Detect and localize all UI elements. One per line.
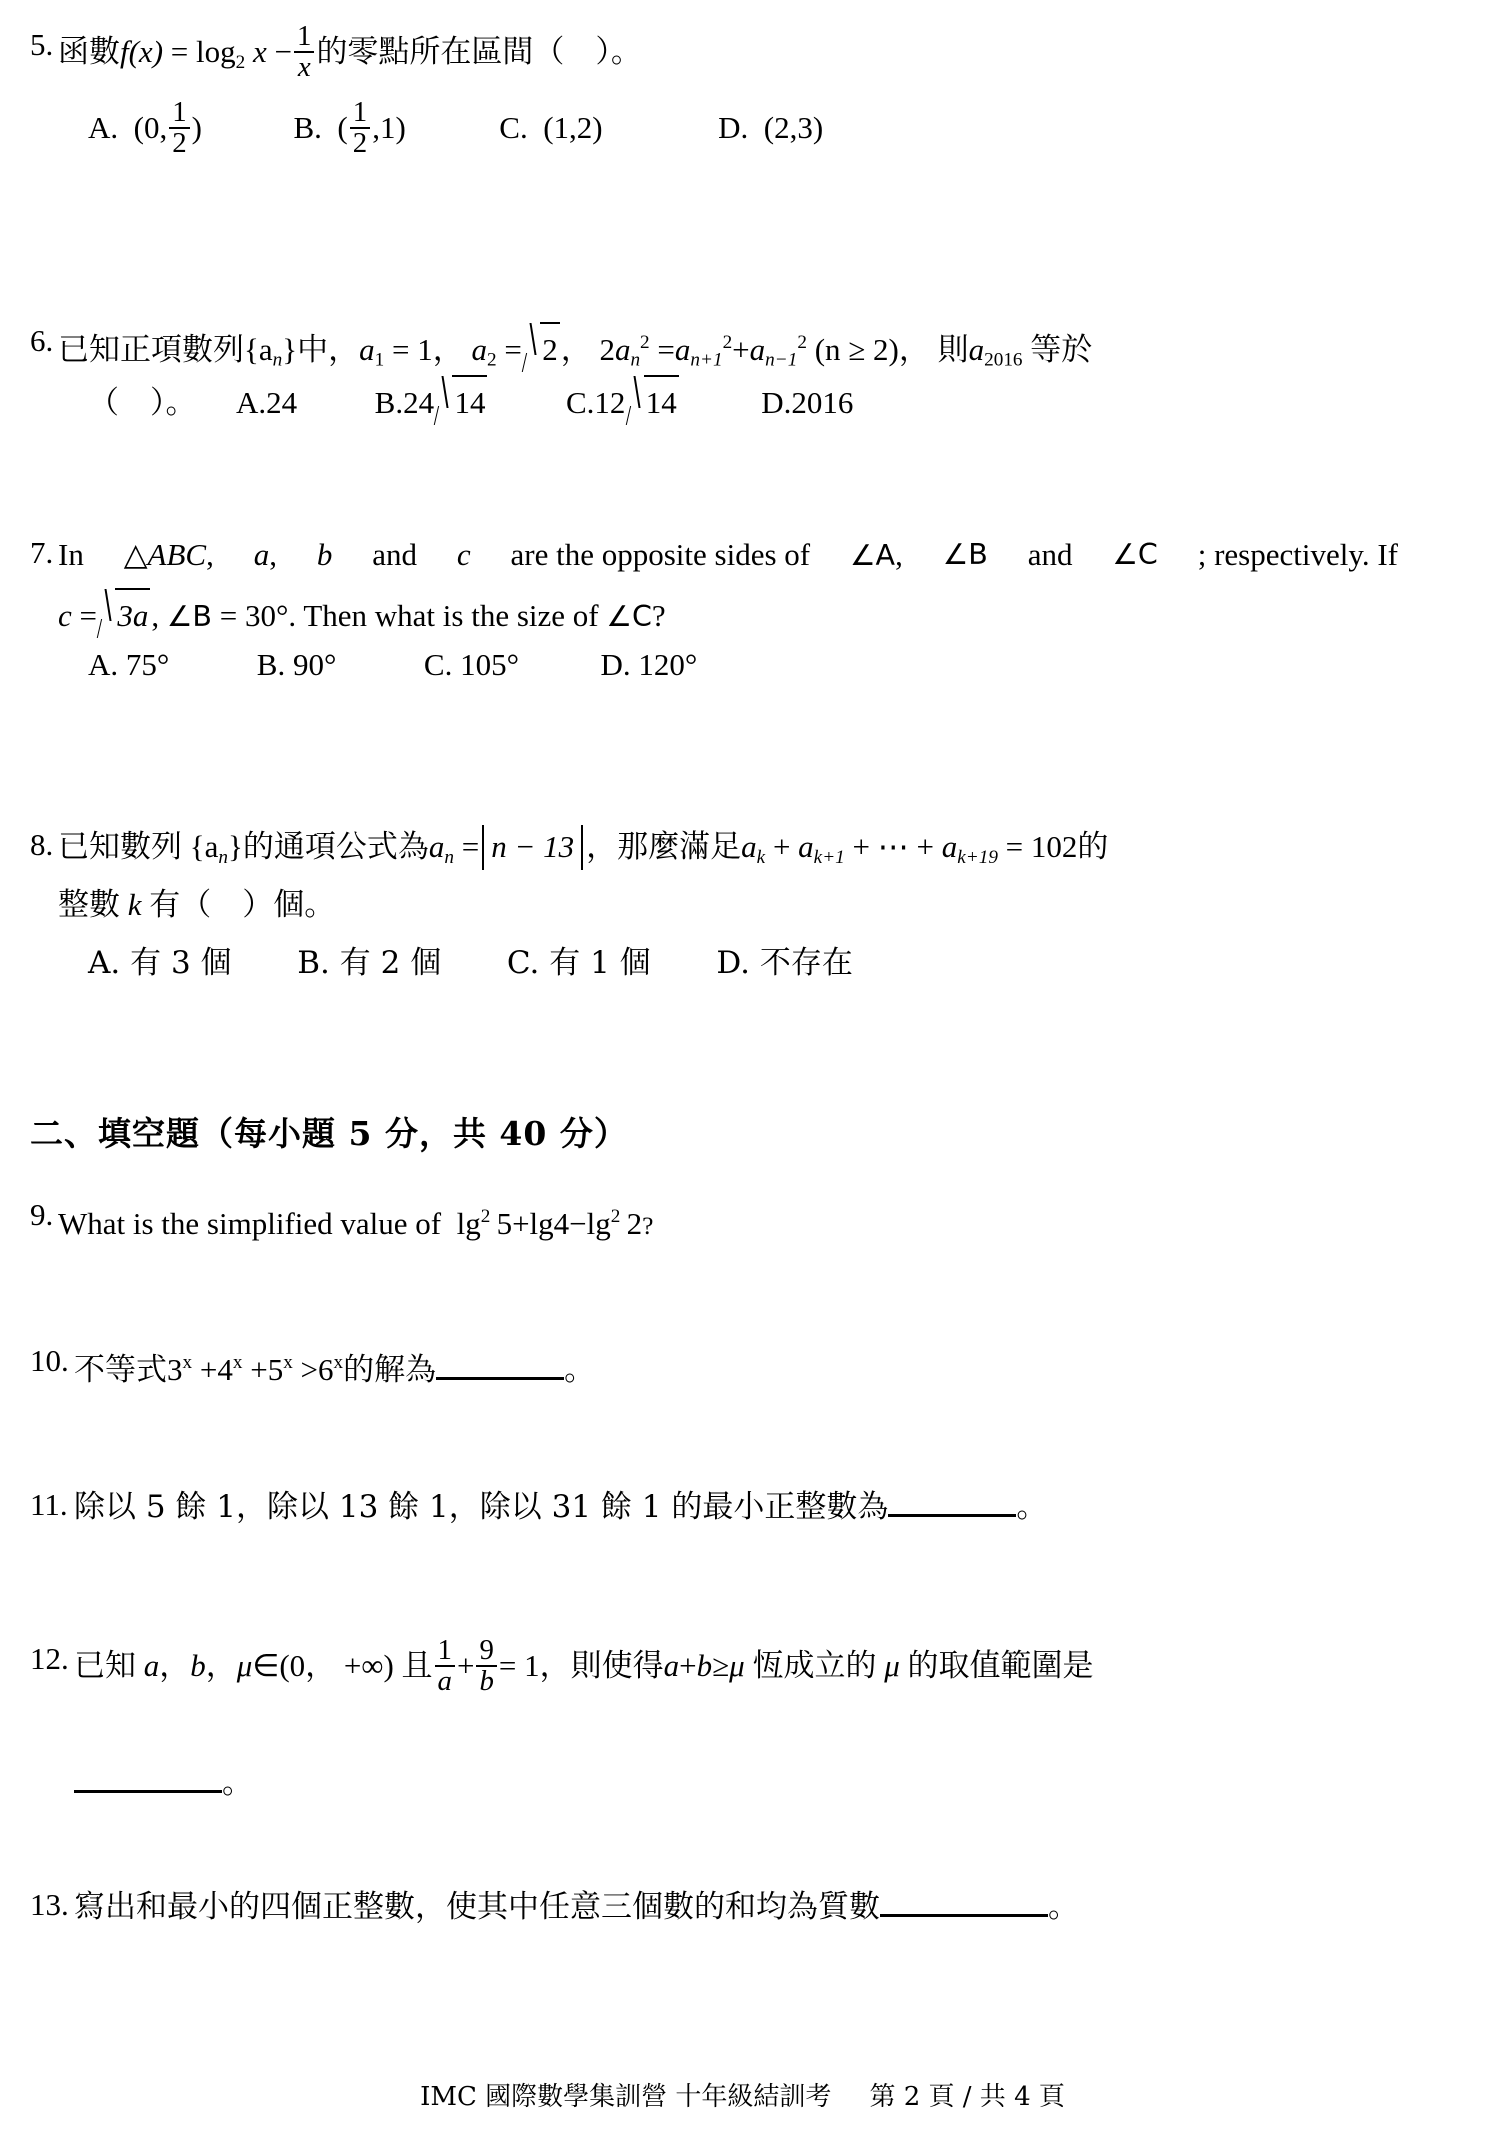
q5-option-d-letter: D. xyxy=(718,110,749,146)
q5-frac-denominator: x xyxy=(294,51,314,82)
q12-var-b: b xyxy=(190,1648,206,1684)
q10-base-4: 4 xyxy=(217,1351,233,1387)
q6-seq-close: } xyxy=(282,331,298,367)
q6-option-c-radicand: 14 xyxy=(644,375,679,428)
q5-frac-numerator: 1 xyxy=(297,20,312,52)
q8-sum-term-2: a xyxy=(798,829,814,864)
q13-answer-blank[interactable] xyxy=(880,1914,1048,1917)
q7-c-value: c xyxy=(58,598,72,633)
q9-lg-1: lg xyxy=(456,1205,481,1241)
q12-lead: 已知 xyxy=(74,1648,136,1685)
question-6-number: 6. xyxy=(30,323,54,358)
question-10-number: 10. xyxy=(30,1343,69,1378)
q7-c-equals: = xyxy=(79,598,97,633)
q12-fraction-1 xyxy=(435,1636,455,1697)
question-11-text xyxy=(74,1482,1047,1532)
q6-a2: a xyxy=(471,331,487,367)
question-5-options xyxy=(88,98,823,159)
q6-rec-r1-sup: 2 xyxy=(722,332,733,353)
q6-sqrt-2-radicand: 2 xyxy=(540,322,560,375)
q7-degree-30: 30°. xyxy=(244,598,297,633)
q6-rec-sup: 2 xyxy=(640,332,650,353)
q5-option-b-pre: ( xyxy=(337,110,348,146)
q12-frac-2-num: 9 xyxy=(479,1634,494,1666)
q6-rec-r1-sub: n+1 xyxy=(690,349,723,371)
q5-option-d[interactable] xyxy=(718,103,823,153)
q11-period: 。 xyxy=(1016,1489,1048,1525)
q6-option-a-letter: A. xyxy=(236,385,267,420)
q6-seq-sub: n xyxy=(272,349,283,371)
question-12-line-1 xyxy=(74,1636,1094,1697)
q5-option-c-text: (1,2) xyxy=(543,110,603,146)
q10-base-3: 3 xyxy=(167,1351,183,1387)
q7-angle-b-2: ∠B xyxy=(166,600,212,633)
q8-sum-term-1-sub: k xyxy=(756,846,766,868)
q9-lg-1-sup: 2 xyxy=(480,1206,491,1227)
q5-lead: 函數 xyxy=(58,34,120,71)
q8-plus-1: + xyxy=(772,829,791,864)
q10-plus-2: + xyxy=(250,1351,268,1387)
q5-option-b[interactable] xyxy=(293,98,405,159)
q5-option-b-den: 2 xyxy=(350,127,370,158)
q8-sum-value: = 102 xyxy=(1005,829,1078,864)
q9-lg-3-sup: 2 xyxy=(610,1206,621,1227)
q7-option-d[interactable] xyxy=(600,640,697,690)
q8-option-b[interactable] xyxy=(297,938,441,988)
question-7-line-1: In △ABC, a, b and c are the opposite sides of ∠A, ∠B and ∠C ; respectively. If xyxy=(58,530,1398,581)
q12-var-mu: μ xyxy=(236,1648,253,1684)
question-7-number: 7. xyxy=(30,535,54,570)
q12-frac-1-den: a xyxy=(435,1665,455,1696)
q10-plus-1: + xyxy=(199,1351,218,1387)
q7-side-b: b xyxy=(316,537,333,572)
q10-base-6: 6 xyxy=(318,1351,334,1387)
q12-frac-1-num: 1 xyxy=(437,1634,452,1666)
q8-option-a-letter: A. xyxy=(88,945,121,981)
q12-sep-1: ， xyxy=(159,1648,191,1685)
q8-seq-open: {a xyxy=(189,829,219,864)
q7-angle-c: ∠C xyxy=(1112,538,1158,571)
question-12-line-2-wrap xyxy=(0,1758,253,1808)
q11-statement: 除以 5 餘 1，除以 13 餘 1，除以 31 餘 1 的最小正整數為 xyxy=(74,1489,889,1525)
q8-variable-k: k xyxy=(127,887,142,922)
question-11-number: 11. xyxy=(30,1487,68,1522)
q5-log: log xyxy=(196,34,236,70)
q6-target: a xyxy=(968,331,985,367)
q7-line1-tail: ; respectively. If xyxy=(1197,537,1398,572)
q9-plus: + xyxy=(512,1205,530,1241)
question-10 xyxy=(0,1338,595,1395)
q6-a2-sub: 2 xyxy=(486,349,497,371)
question-13 xyxy=(0,1882,1079,1932)
q7-option-d-text: 120° xyxy=(638,647,698,682)
q7-option-b[interactable] xyxy=(257,640,337,690)
footer-exam-title: IMC 國際數學集訓營 十年級結訓考 xyxy=(420,2082,832,2112)
q6-a2-eq: = xyxy=(504,331,522,367)
q12-ineq-b: b xyxy=(696,1648,713,1684)
q8-lead: 已知數列 xyxy=(58,829,182,865)
q6-lead: 已知正項數列 xyxy=(58,331,244,368)
q6-rec-r2-sup: 2 xyxy=(797,332,807,353)
q6-option-c-letter: C. xyxy=(565,385,595,420)
q12-mid-2: 恆成立的 xyxy=(752,1648,877,1685)
q6-option-d-text: 2016 xyxy=(791,385,854,420)
question-8-line-1 xyxy=(58,822,1108,883)
q7-question-phrase: Then what is the size of xyxy=(303,598,599,633)
q7-option-b-letter: B. xyxy=(256,647,286,682)
q6-tail: 等於 xyxy=(1030,331,1093,368)
q12-and-word: 且 xyxy=(401,1648,433,1685)
q7-option-c-text: 105° xyxy=(460,647,519,682)
question-7-options xyxy=(88,640,697,690)
q7-question-mark: ? xyxy=(651,598,666,633)
q8-option-d-letter: D. xyxy=(716,945,751,981)
q5-option-b-letter: B. xyxy=(293,110,322,146)
q5-option-a-pre: (0, xyxy=(133,110,168,146)
q9-minus: − xyxy=(569,1205,587,1241)
q8-plus-dots: + ⋯ + xyxy=(852,829,934,864)
question-5-number: 5. xyxy=(30,27,54,62)
q6-rec-r2: a xyxy=(749,331,766,367)
q6-then: 則 xyxy=(937,331,969,368)
q13-statement: 寫出和最小的四個正整數，使其中任意三個數的和均為質數 xyxy=(74,1889,880,1925)
q10-exp-6: x xyxy=(333,1352,344,1373)
q5-option-a[interactable] xyxy=(88,98,202,159)
q8-option-b-letter: B. xyxy=(297,945,330,981)
q5-option-a-post: ) xyxy=(191,110,202,146)
q6-option-b-letter: B. xyxy=(374,385,404,420)
q6-rec-coef: 2 xyxy=(599,331,615,367)
q6-comma2: ， xyxy=(560,331,592,368)
q6-option-b-radicand: 14 xyxy=(452,375,487,428)
q6-rec-a: a xyxy=(614,331,631,367)
q5-minus: − xyxy=(274,34,292,70)
q8-option-d[interactable] xyxy=(716,938,852,988)
q7-angle-a: ∠A xyxy=(849,539,896,572)
q10-exp-3: x xyxy=(182,1352,193,1373)
q6-comma3: ， xyxy=(898,331,930,368)
section-heading-fill-in-blank: 二、填空題（每小題 5 分，共 40 分） xyxy=(30,1114,628,1153)
q12-membership: ∈(0， +∞) xyxy=(252,1648,394,1684)
question-9 xyxy=(0,1192,653,1251)
q5-option-a-den: 2 xyxy=(169,127,189,158)
q6-target-sub: 2016 xyxy=(984,349,1023,371)
q6-option-b-sqrt xyxy=(435,375,487,428)
q8-option-a-text: 有 3 個 xyxy=(130,945,232,981)
question-9-number: 9. xyxy=(30,1197,54,1232)
q8-mid1: 的通項公式為 xyxy=(242,829,429,865)
q5-tail: 的零點所在區間（ ）。 xyxy=(316,34,642,71)
q9-question-mark: ? xyxy=(642,1211,654,1240)
q12-ineq-mu: μ xyxy=(729,1648,745,1684)
q12-ineq-plus: + xyxy=(679,1648,697,1684)
question-10-text xyxy=(74,1338,595,1395)
question-12 xyxy=(0,1636,1094,1697)
q6-answer-paren: （ ）。 xyxy=(88,385,197,421)
q7-sqrt-3a-radicand: 3a xyxy=(115,588,150,641)
q7-angle-c-2: ∠C xyxy=(606,600,652,633)
q8-sum-term-1: a xyxy=(741,829,757,864)
q5-log-base: 2 xyxy=(235,51,246,73)
q13-period: 。 xyxy=(1048,1889,1079,1925)
question-8-number: 8. xyxy=(30,827,54,862)
q10-greater-than: > xyxy=(300,1351,319,1387)
q10-exp-5: x xyxy=(283,1352,293,1373)
q12-comma: ， xyxy=(539,1648,571,1685)
question-13-number: 13. xyxy=(30,1887,69,1922)
q7-sqrt-3a xyxy=(98,588,150,641)
q12-mu-2: μ xyxy=(884,1648,900,1684)
q8-an-eq: = xyxy=(461,829,480,864)
q9-lg-3: lg xyxy=(586,1205,611,1241)
q12-answer-blank[interactable] xyxy=(74,1790,222,1793)
q8-option-a[interactable] xyxy=(88,938,232,988)
q6-rec-sub: n xyxy=(630,349,641,371)
q10-base-5: 5 xyxy=(267,1351,284,1387)
q8-comma: ， xyxy=(586,829,618,865)
q6-condition: (n ≥ 2) xyxy=(814,331,899,367)
q6-a1-sub: 1 xyxy=(374,349,385,371)
q10-answer-blank[interactable] xyxy=(436,1377,564,1380)
q7-side-a: a xyxy=(253,537,270,572)
q6-a1-value: = 1 xyxy=(392,331,433,367)
q5-option-b-post: ,1) xyxy=(372,110,406,146)
q7-option-a-letter: A. xyxy=(88,647,119,682)
q8-option-d-text: 不存在 xyxy=(759,945,853,981)
q8-sum-term-2-sub: k+1 xyxy=(813,846,845,868)
q10-mid: 的解為 xyxy=(343,1351,437,1388)
question-13-text xyxy=(74,1882,1079,1932)
q6-rec-eq: = xyxy=(657,331,675,367)
q7-option-c-letter: C. xyxy=(423,647,453,682)
q6-option-c[interactable] xyxy=(566,375,680,428)
q8-option-c-letter: C. xyxy=(506,945,540,981)
q7-triangle-icon: △ xyxy=(123,537,148,573)
footer-page-number: 第 2 頁 / 共 4 頁 xyxy=(869,2082,1065,2112)
q9-arg-1: 5 xyxy=(496,1205,513,1241)
q12-tail: 的取值範圍是 xyxy=(907,1648,1094,1685)
q7-angle-b: ∠B xyxy=(942,538,988,571)
q12-ineq-ge: ≥ xyxy=(712,1648,730,1684)
q6-comma1: ， xyxy=(432,331,464,368)
question-8-line-2-wrap xyxy=(0,880,335,930)
q7-option-a-text: 75° xyxy=(125,647,170,682)
q6-option-a[interactable] xyxy=(236,378,297,428)
q5-option-d-text: (2,3) xyxy=(763,110,824,146)
q8-mid2: 那麼滿足 xyxy=(617,829,742,865)
q5-equals: = xyxy=(170,34,189,70)
question-12-number: 12. xyxy=(30,1641,69,1676)
q7-option-a[interactable] xyxy=(88,640,169,690)
q6-option-d-letter: D. xyxy=(761,385,792,420)
q5-option-c[interactable] xyxy=(499,103,602,153)
q7-abc: ABC xyxy=(147,537,207,572)
question-5-text xyxy=(58,22,642,88)
question-8-options xyxy=(88,938,853,988)
q12-period: 。 xyxy=(222,1765,253,1801)
q10-period: 。 xyxy=(564,1351,596,1388)
q5-option-c-letter: C. xyxy=(499,110,528,146)
q5-option-a-num: 1 xyxy=(172,96,187,128)
q8-an-sub: n xyxy=(444,846,454,868)
q7-middle-phrase: are the opposite sides of xyxy=(510,537,811,572)
question-8 xyxy=(0,822,1108,883)
q6-sqrt-2 xyxy=(523,322,560,375)
q8-line1-tail: 的 xyxy=(1077,829,1109,865)
q7-in: In xyxy=(58,537,84,572)
q12-mid: 則使得 xyxy=(570,1648,664,1685)
q9-arg-2: 4 xyxy=(553,1205,570,1241)
q8-option-b-text: 有 2 個 xyxy=(339,945,442,981)
q8-an: a xyxy=(428,829,445,864)
q6-option-d[interactable] xyxy=(761,378,853,428)
q12-sep-2: ， xyxy=(205,1648,237,1685)
q6-mid1: 中， xyxy=(297,331,360,368)
q9-arg-3: 2 xyxy=(626,1205,643,1241)
q5-var-x: x xyxy=(253,34,267,70)
q12-plus: + xyxy=(456,1648,475,1684)
q8-option-c-text: 有 1 個 xyxy=(549,945,651,981)
q6-option-a-text: 24 xyxy=(266,385,298,420)
q8-line2-pre: 整數 xyxy=(58,887,120,923)
question-9-text xyxy=(58,1192,653,1251)
q12-equals-one: = 1 xyxy=(498,1648,540,1684)
q9-lg-2: lg xyxy=(529,1205,554,1241)
question-7-line-2 xyxy=(58,588,666,642)
q6-option-c-sqrt xyxy=(626,375,678,428)
q7-b-equals: = xyxy=(219,598,238,633)
question-5 xyxy=(0,22,642,88)
q10-lead: 不等式 xyxy=(74,1351,167,1388)
q11-answer-blank[interactable] xyxy=(888,1514,1016,1517)
q5-option-a-letter: A. xyxy=(88,110,119,146)
q8-seq-close: } xyxy=(228,829,243,864)
q5-option-b-fraction xyxy=(350,98,370,159)
question-12-line-2 xyxy=(74,1758,253,1808)
q7-and-2: and xyxy=(1027,537,1073,572)
q12-ineq-a: a xyxy=(663,1648,680,1684)
q12-var-a: a xyxy=(143,1648,160,1684)
q9-expression xyxy=(457,1206,643,1241)
q6-rec-plus: + xyxy=(732,331,750,367)
q5-fraction xyxy=(294,22,314,83)
q7-option-c[interactable] xyxy=(424,640,519,690)
q8-line2-post: 有（ ）個。 xyxy=(149,887,336,923)
page-footer xyxy=(0,2076,1485,2113)
q8-absolute-value: n − 13 xyxy=(482,825,583,870)
q12-fraction-2 xyxy=(476,1636,496,1697)
q7-comma1: , xyxy=(206,537,214,572)
q8-sum-term-3-sub: k+19 xyxy=(957,846,998,868)
q8-seq-sub: n xyxy=(218,846,228,868)
q5-option-a-fraction xyxy=(169,98,189,159)
q12-frac-2-den: b xyxy=(476,1665,496,1696)
q6-seq-open: {a xyxy=(244,331,273,367)
q10-exp-4: x xyxy=(232,1352,243,1373)
q8-sum-term-3: a xyxy=(941,829,958,864)
q8-option-c[interactable] xyxy=(507,938,651,988)
question-7 xyxy=(0,530,1398,581)
question-11 xyxy=(0,1482,1047,1532)
q6-option-b[interactable] xyxy=(375,375,489,428)
q7-option-b-text: 90° xyxy=(292,647,337,682)
question-6-line2 xyxy=(88,375,853,428)
q5-fx: f(x) xyxy=(120,34,164,70)
q9-prompt: What is the simplified value of xyxy=(58,1205,442,1241)
question-8-line-2 xyxy=(58,880,335,930)
q6-rec-r1: a xyxy=(674,331,691,367)
q6-option-b-pre: 24 xyxy=(403,385,435,420)
question-7-line-2-wrap xyxy=(0,588,666,642)
q6-a1: a xyxy=(359,331,375,367)
q7-option-d-letter: D. xyxy=(600,647,631,682)
q7-and-1: and xyxy=(372,537,417,572)
q7-side-c: c xyxy=(456,537,471,572)
q6-rec-r2-sub: n−1 xyxy=(765,349,798,371)
q6-option-c-pre: 12 xyxy=(594,385,626,420)
q5-option-b-num: 1 xyxy=(352,96,368,128)
q7-comma2: , xyxy=(151,598,160,633)
